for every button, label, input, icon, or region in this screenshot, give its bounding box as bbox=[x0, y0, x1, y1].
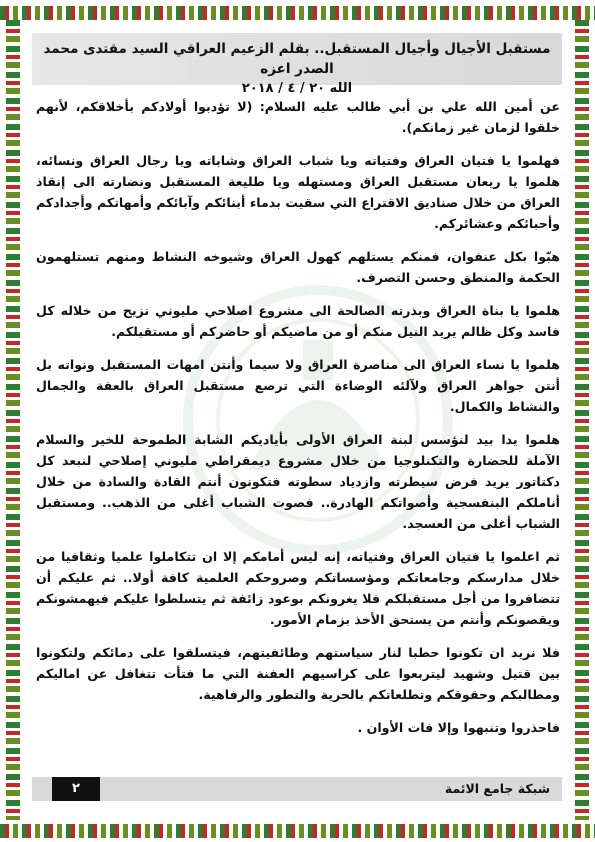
paragraph: هبّوا بكل عنفوان، فمنكم يستلهم كهول العراق وشيوخه النشاط ومنهم تستلهمون الحكمة والمنطق وحسن التصرف. bbox=[36, 249, 560, 285]
page-number: ٢ bbox=[52, 777, 100, 801]
paragraph: هلموا يا نساء العراق الى مناصرة العراق ولا سيما وأنتن امهات المستقبل ونواته بل أنتن جواهر العراق ولآلئه الوضاءة التي ترصع مستقبل العراق بالعفة والجمال والنشاط والكمال. bbox=[36, 357, 560, 414]
page-header bbox=[32, 33, 562, 96]
article-title: مستقبل الأجيال وأجيال المستقبل.. بقلم الزعيم العراقي السيد مقتدى محمد الصدر اعزه bbox=[43, 41, 551, 77]
article-date: الله ٢٠ / ٤ / ٢٠١٨ bbox=[241, 81, 353, 96]
paragraph: ثم اعلموا يا فتيان العراق وفتياته، إنه ليس أمامكم إلا ان تتكاملوا علميا وثقافيا من خلال مدارسكم وجامعاتكم ومؤسساتكم وصروحكم العلمية كافة أولا.. ثم عليكم أن تتضافروا من أجل مستقبلكم فلا يغرونكم بوعود زائفة ثم يتسلطوا عليكم فيهمشونكم ويقصونكم وأنتم من يستحق الأخذ بزمام الأمور. bbox=[36, 549, 560, 627]
ornamental-border-bottom bbox=[0, 824, 595, 838]
paragraph: فلا نريد ان تكونوا حطبا لنار سياستهم وطائفيتهم، فيتسلقوا على دمائكم ولتكونوا بين قتيل وشهيد ليتربعوا على كراسيهم العفنة التي ما فتأت تتغافل عن اماليكم ومطالبكم وحقوقكم وتطلعاتكم بالحرية والتطور والرفاهية. bbox=[36, 645, 560, 702]
paragraph: فاحذروا وتنبهوا وإلا فات الأوان . bbox=[357, 720, 560, 735]
page-footer bbox=[32, 777, 562, 801]
article-body bbox=[36, 96, 560, 750]
paragraph: عن أمين الله علي بن أبي طالب عليه السلام: (لا تؤدبوا أولادكم بأخلاقكم، لأنهم خلقوا لزمان غير زمانكم). bbox=[36, 99, 560, 135]
paragraph: فهلموا يا فتيان العراق وفتياته ويا شباب العراق وشاباته ويا رجال العراق ونسائه، هلموا يا ريعان مستقبل العراق ومستهله ويا طليعة المستقبل ونضارته الى إنقاذ العراق من خلال صناديق الاقتراع التي سقيت بدماء أبنائكم وآبائكم وأمهاتكم وأجدادكم وأحبائكم وعشائركم. bbox=[36, 153, 560, 231]
ornamental-border-top bbox=[0, 6, 595, 20]
network-name: شبكة جامع الائمة bbox=[444, 781, 550, 796]
paragraph: هلموا يا بناة العراق وبذرته الصالحة الى مشروع اصلاحي مليوني نزيح من خلاله كل فاسد وكل ظالم يريد النيل منكم أو من ماضيكم أو حاضركم أو مستقبلكم. bbox=[36, 303, 560, 339]
ornamental-border-left bbox=[6, 20, 20, 820]
ornamental-border-right bbox=[575, 20, 589, 820]
paragraph: هلموا يدا بيد لنؤسس لبنة العراق الأولى بأياديكم الشابة الطموحة للخير والسلام الآملة للحضارة والتكنلوجيا من خلال مشروع ديمقراطي مليوني إصلاحي لنبعد كل دكتاتور يريد فرض سيطرته وازدياد سطوته فتكونون أنتم القادة والسادة من خلال أناملكم البنفسجية وأصواتكم الهادرة.. فصوت الشباب أغلى من الذهب.. ومستقبل الشباب أغلى من العسجد. bbox=[36, 432, 560, 531]
